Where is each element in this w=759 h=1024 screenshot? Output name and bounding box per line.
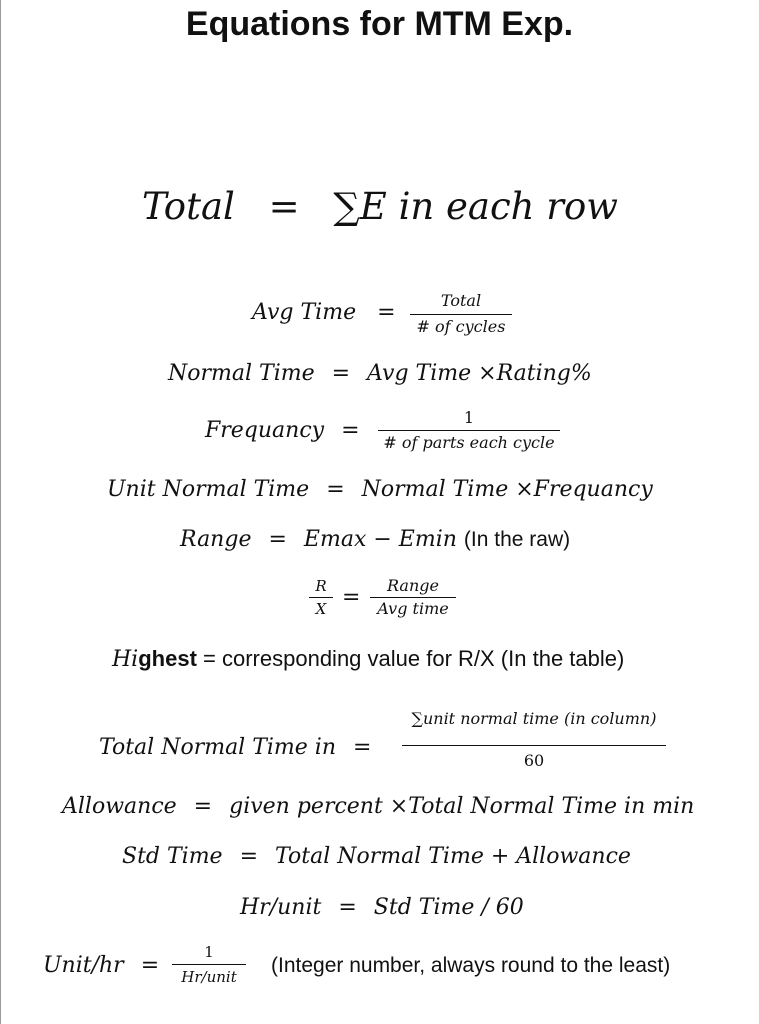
total-normal-time-fraction — [402, 706, 666, 774]
avg-time-numerator: Total — [440, 291, 482, 310]
allowance-equals: = — [193, 794, 213, 819]
avg-time-fraction — [410, 290, 512, 342]
unit-normal-time-equation — [107, 475, 653, 505]
highest-statement — [112, 644, 624, 675]
range-equation — [180, 525, 570, 555]
allowance-equation — [62, 792, 694, 822]
frequency-denominator: # of parts each cycle — [383, 433, 555, 452]
total-normal-time-numerator: ∑unit normal time (in column) — [411, 709, 657, 728]
hr-unit-rhs: Std Time / 60 — [373, 895, 524, 920]
total-normal-time-denominator: 60 — [523, 751, 545, 770]
total-lhs: Total — [142, 185, 235, 228]
unit-hr-lhs — [43, 951, 159, 981]
normal-time-equation — [168, 359, 592, 389]
range-lhs: Range — [180, 527, 252, 552]
highest-bold: ghest — [138, 646, 197, 671]
total-equals: = — [268, 185, 300, 228]
std-time-lhs: Std Time — [122, 844, 223, 869]
hr-unit-equals: = — [338, 895, 357, 920]
normal-time-equals: = — [331, 361, 351, 386]
total-normal-time-lhs — [99, 733, 371, 763]
std-time-equation — [122, 842, 631, 872]
hr-unit-equation — [240, 893, 524, 923]
rx-range-denominator: Avg time — [377, 599, 449, 618]
page-title: Equations for MTM Exp. — [185, 5, 574, 43]
frequency-equals: = — [341, 418, 360, 443]
rx-range-fraction — [370, 576, 456, 622]
avg-time-label: Avg Time — [252, 300, 357, 325]
total-equation — [142, 182, 618, 232]
unit-hr-fraction — [172, 942, 246, 990]
rx-denominator: X — [315, 600, 327, 618]
frequency-fraction — [378, 407, 560, 459]
unit-hr-note: (Integer number, always round to the least) — [271, 954, 671, 977]
range-rhs: Emax − Emin — [303, 527, 457, 552]
range-note: (In the raw) — [463, 528, 571, 551]
total-normal-time-equals: = — [353, 735, 372, 760]
total-normal-time-fraction-bar — [402, 745, 666, 746]
rx-equals: = — [342, 585, 361, 610]
avg-time-lhs — [252, 298, 396, 328]
unit-hr-equals: = — [140, 953, 160, 978]
total-rhs: ∑E in each row — [333, 185, 618, 228]
normal-time-rhs: Avg Time ×Rating% — [367, 361, 592, 386]
avg-time-denominator: # of cycles — [416, 317, 506, 336]
allowance-rhs: given percent ×Total Normal Time in min — [229, 794, 695, 819]
unit-normal-time-equals: = — [326, 477, 345, 502]
std-time-equals: = — [239, 844, 259, 869]
highest-rest: = corresponding value for R/X (In the table) — [196, 646, 625, 671]
unit-normal-time-lhs: Unit Normal Time — [107, 477, 310, 502]
hr-unit-lhs: Hr/unit — [240, 895, 322, 920]
allowance-lhs: Allowance — [62, 794, 177, 819]
unit-hr-denominator: Hr/unit — [181, 968, 237, 986]
rx-numerator: R — [315, 577, 327, 595]
rx-fraction — [309, 576, 333, 622]
frequency-lhs — [205, 416, 360, 446]
unit-hr-numerator: 1 — [204, 943, 214, 961]
total-normal-time-label: Total Normal Time in — [99, 735, 337, 760]
frequency-label: Frequancy — [205, 418, 325, 443]
std-time-rhs: Total Normal Time + Allowance — [275, 844, 631, 869]
frequency-numerator: 1 — [463, 408, 475, 427]
rx-range-numerator: Range — [387, 576, 439, 595]
page-left-border — [0, 0, 1, 1024]
highest-prefix: Hi — [112, 647, 139, 672]
range-equals: = — [268, 527, 287, 552]
unit-normal-time-rhs: Normal Time ×Frequancy — [361, 477, 653, 502]
normal-time-lhs: Normal Time — [168, 361, 315, 386]
unit-hr-label: Unit/hr — [43, 953, 124, 978]
avg-time-equals: = — [377, 300, 396, 325]
